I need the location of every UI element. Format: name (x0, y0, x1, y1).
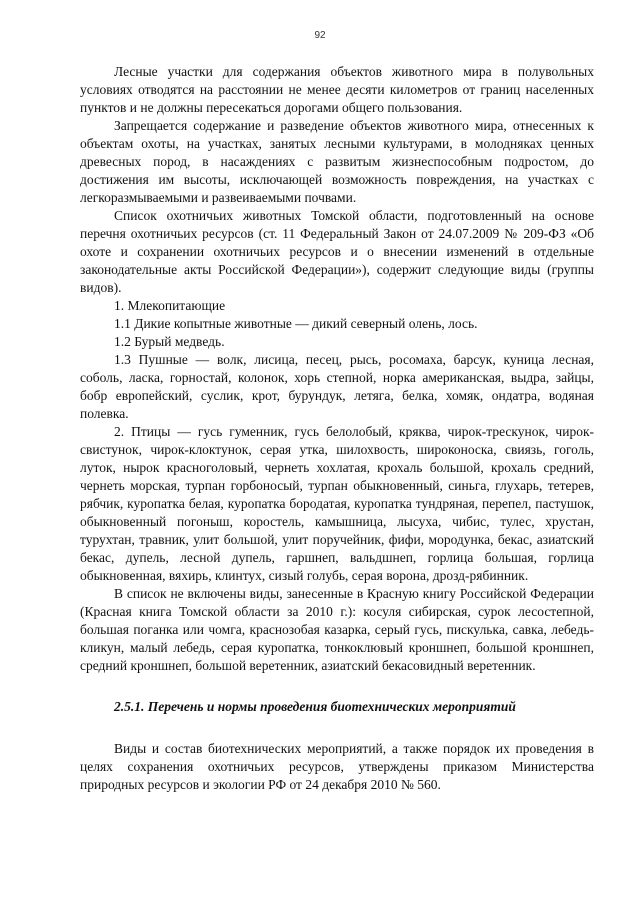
list-item-birds: 2. Птицы — гусь гуменник, гусь белолобый, кряква, чирок-трескунок, чирок-свистунок, чирок-клоктунок, серая утка, шилохвость, широконоска, свиязь, гоголь, луток, нырок красноголовый, чернеть хохлатая, крохаль большой, крохаль средний, чернеть морская, турпан горбоносый, турпан обыкновенный, синьга, глухарь, тетерев, рябчик, куропатка белая, куропатка бородатая, куропатка тундряная, перепел, пастушок, обыкновенный погоныш, коростель, камышница, лысуха, чибис, тулес, хрустан, турухтан, травник, улит большой, улит поручейник, фифи, мородунка, бекас, азиатский бекас, дупель, лесной дупель, гаршнеп, вальдшнеп, горлица большая, горлица обыкновенная, вяхирь, клинтух, сизый голубь, серая ворона, дрозд-рябинник. (80, 424, 594, 583)
page-number: 92 (314, 30, 326, 41)
document-body (80, 63, 594, 794)
list-item-fur-animals: 1.3 Пушные — волк, лисица, песец, рысь, росомаха, барсук, куница лесная, соболь, ласка, горностай, колонок, хорь степной, норка американская, выдра, зайцы, бобр европейский, суслик, крот, бурундук, летяга, белка, хомяк, ондатра, водяная полевка. (80, 352, 594, 421)
paragraph-forest-plots: Лесные участки для содержания объектов животного мира в полувольных условиях отводятся на расстоянии не менее десяти километров от границ населенных пунктов и не должны пересекаться дорогами общего пользования. (80, 64, 594, 115)
section-heading: 2.5.1. Перечень и нормы проведения биотехнических мероприятий (114, 699, 516, 714)
paragraph-hunting-list: Список охотничьих животных Томской области, подготовленный на основе перечня охотничьих ресурсов (ст. 11 Федеральный Закон от 24.07.2009 № 209-ФЗ «Об охоте и сохранении охотничьих ресурсов и о внесении изменений в отдельные законодательные акты Российской Федерации»), содержит следующие виды (группы видов). (80, 208, 594, 295)
paragraph-red-book: В список не включены виды, занесенные в Красную книгу Российской Федерации (Красная книга Томской области за 2010 г.): косуля сибирская, сурок лесостепной, большая поганка или чомга, краснозобая казарка, серый гусь, пискулька, савка, лебедь-кликун, малый лебедь, серая куропатка, тонкоклювый кроншнеп, большой кроншнеп, средний кроншнеп, большой веретенник, азиатский бекасовидный веретенник. (80, 586, 594, 673)
paragraph-prohibition: Запрещается содержание и разведение объектов животного мира, отнесенных к объектам охоты, на участках, занятых лесными культурами, в молодняках ценных древесных пород, в насаждениях с развитым жизнеспособным подростом, до достижения им высоты, исключающей возможность повреждения, на участках с легкоразмываемыми и развеиваемыми почвами. (80, 118, 594, 205)
list-item-ungulates: 1.1 Дикие копытные животные — дикий северный олень, лось. (114, 316, 478, 331)
list-item-brown-bear: 1.2 Бурый медведь. (114, 334, 225, 349)
paragraph-biotechnical: Виды и состав биотехнических мероприятий, а также порядок их проведения в целях сохранения охотничьих ресурсов, утверждены приказом Министерства природных ресурсов и экологии РФ от 24 декабря 2010 № 560. (80, 741, 594, 792)
list-item-mammals: 1. Млекопитающие (114, 298, 226, 313)
